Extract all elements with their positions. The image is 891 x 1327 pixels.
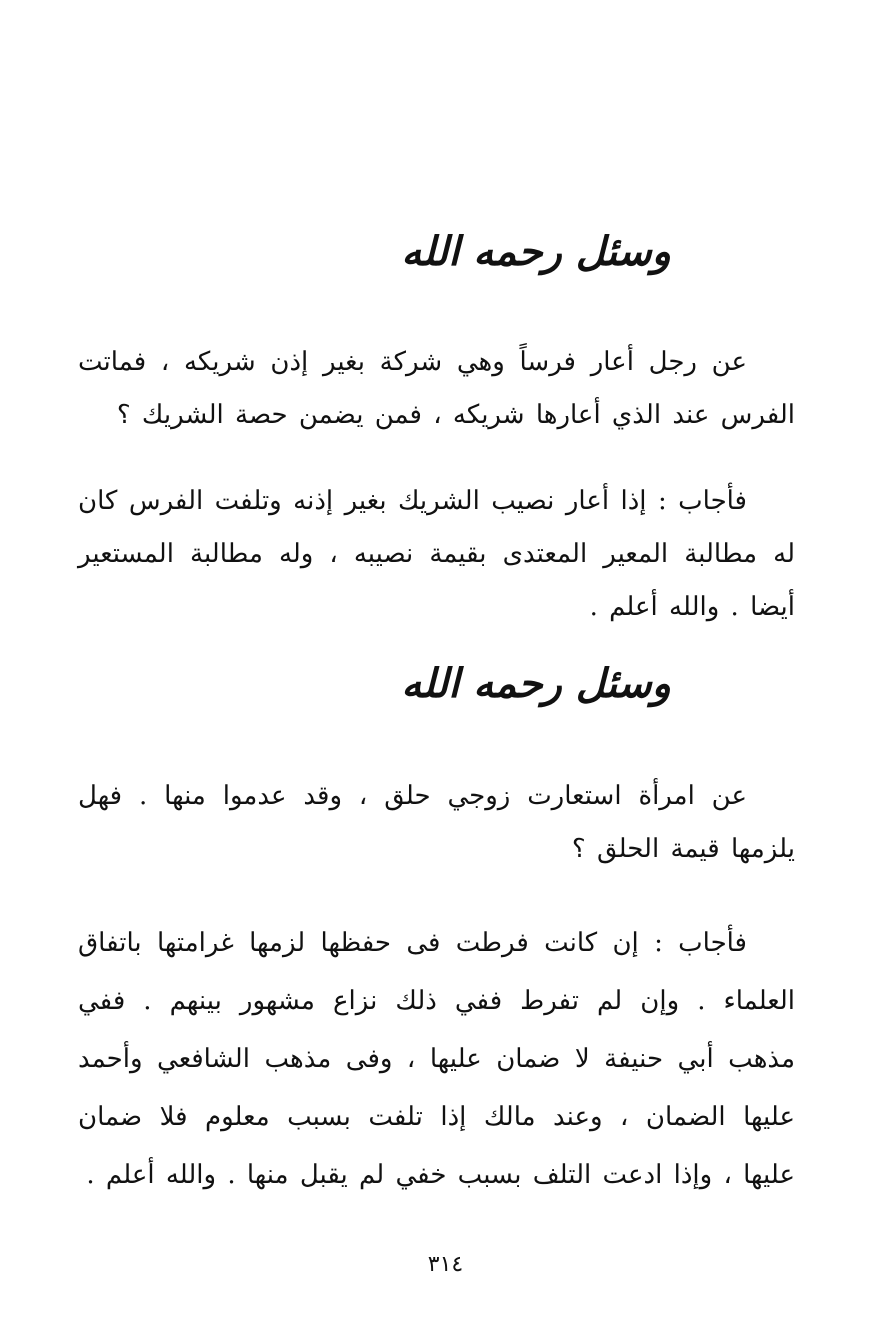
question-text-1: عن رجل أعار فرساً وهي شركة بغير إذن شريكه ، فماتت الفرس عند الذي أعارها شريكه ، فمن يضمن حصة الشريك ؟ (78, 347, 795, 430)
question-paragraph-2 (78, 770, 795, 876)
section-heading-1: وسئل رحمه الله (401, 228, 671, 275)
page-number: ٣١٤ (427, 1252, 464, 1277)
question-paragraph-1 (78, 336, 795, 442)
question-text-2: عن امرأة استعارت زوجي حلق ، وقد عدموا منها . فهل يلزمها قيمة الحلق ؟ (78, 781, 795, 864)
answer-text-1: فأجاب : إذا أعار نصيب الشريك بغير إذنه وتلفت الفرس كان له مطالبة المعير المعتدى بقيمة نصيبه ، وله مطالبة المستعير أيضا . والله أعلم . (78, 486, 795, 622)
answer-paragraph-1 (78, 475, 795, 634)
section-heading-2: وسئل رحمه الله (401, 660, 671, 707)
answer-paragraph-2 (78, 914, 795, 1204)
answer-text-2: فأجاب : إن كانت فرطت فى حفظها لزمها غرامتها باتفاق العلماء . وإن لم تفرط ففي ذلك نزاع مشهور بينهم . ففي مذهب أبي حنيفة لا ضمان عليها ، وفى مذهب الشافعي وأحمد عليها الضمان ، وعند مالك إذا تلفت بسبب معلوم فلا ضمان عليها ، وإذا ادعت التلف بسبب خفي لم يقبل منها . والله أعلم . (78, 928, 795, 1190)
